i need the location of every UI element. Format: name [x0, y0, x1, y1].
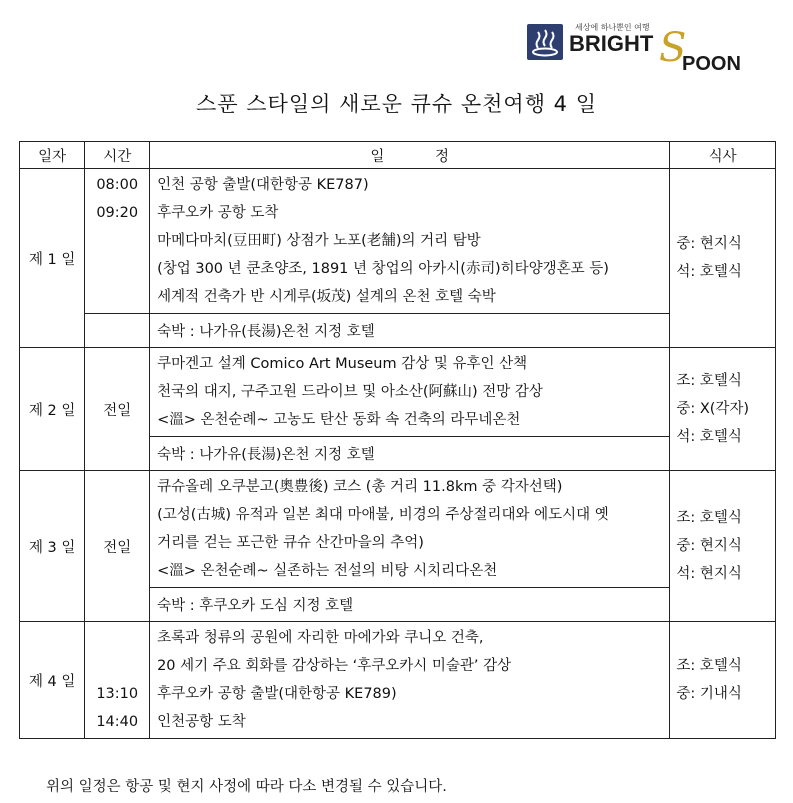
schedule-line: (고성(古城) 유적과 일본 최대 마애불, 비경의 주상절리대와 에도시대 옛: [157, 507, 609, 523]
time-value: 08:00: [96, 177, 139, 193]
meal-line: 석: 호텔식: [676, 429, 742, 445]
brand-logo: [527, 20, 741, 78]
table-row: [20, 314, 776, 348]
schedule-cell: [150, 348, 670, 437]
time-value: 09:20: [96, 205, 139, 221]
schedule-line: 쿠마겐고 설계 Comico Art Museum 감상 및 유후인 산책: [157, 356, 528, 372]
schedule-line: 인천 공항 출발(대한항공 KE787): [157, 177, 369, 193]
schedule-line: 마메다마치(豆田町) 상점가 노포(老舗)의 거리 탐방: [157, 233, 481, 249]
meal-cell: [670, 348, 776, 471]
time-cell-empty: [85, 314, 150, 348]
meal-line: 중: 현지식: [676, 538, 742, 554]
schedule-line: 천국의 대지, 구주고원 드라이브 및 아소산(阿蘇山) 전망 감상: [157, 384, 543, 400]
table-row: [20, 348, 776, 437]
schedule-line: 초록과 청류의 공원에 자리한 마에가와 쿠니오 건축,: [157, 630, 484, 646]
meal-cell: [670, 471, 776, 622]
schedule-line: 후쿠오카 공항 도착: [157, 205, 279, 221]
schedule-line: <溫> 온천순례~ 실존하는 전설의 비탕 시치리다온천: [157, 563, 498, 579]
hot-spring-icon: [527, 24, 563, 60]
meal-cell: [670, 169, 776, 348]
itinerary-table: [19, 141, 776, 739]
day-label: 제 2 일: [20, 348, 85, 471]
stay-line: 숙박 : 나가유(長湯)온천 지정 호텔: [150, 314, 670, 348]
meal-line: 조: 호텔식: [676, 373, 742, 389]
schedule-line: 인천공항 도착: [157, 714, 246, 730]
stay-line: 숙박 : 나가유(長湯)온천 지정 호텔: [150, 437, 670, 471]
table-header-row: [20, 142, 776, 169]
schedule-line: 세계적 건축가 반 시게루(坂茂) 설계의 온천 호텔 숙박: [157, 289, 496, 305]
schedule-line: <溫> 온천순례~ 고농도 탄산 동화 속 건축의 라무네온천: [157, 412, 521, 428]
day-label: 제 4 일: [20, 622, 85, 739]
meal-line: 중: 현지식: [676, 236, 742, 252]
table-row: [20, 622, 776, 739]
day-label: 제 3 일: [20, 471, 85, 622]
logo-s-letter: S: [659, 25, 687, 71]
table-row: [20, 471, 776, 588]
time-label: 전일: [85, 471, 150, 622]
meal-line: 석: 호텔식: [676, 264, 742, 280]
footer-note: 위의 일정은 항공 및 현지 사정에 따라 다소 변경될 수 있습니다.: [46, 779, 447, 795]
stay-line: 숙박 : 후쿠오카 도심 지정 호텔: [150, 588, 670, 622]
time-value: 13:10: [96, 686, 139, 702]
meal-line: 석: 현지식: [676, 566, 742, 582]
schedule-line: 큐슈올레 오쿠분고(奧豊後) 코스 (총 거리 11.8km 중 각자선택): [157, 479, 563, 495]
header-day: 일자: [20, 142, 85, 169]
table-row: [20, 169, 776, 314]
page-title: 스푼 스타일의 새로운 큐슈 온천여행 4 일: [196, 92, 597, 116]
logo-bright-text: BRIGHT: [569, 31, 654, 56]
schedule-line: 20 세기 주요 회화를 감상하는 ‘후쿠오카시 미술관’ 감상: [157, 658, 512, 674]
header-schedule: 일 정: [150, 142, 670, 169]
schedule-line: 거리를 걷는 포근한 큐슈 산간마을의 추억): [157, 535, 424, 551]
header-meal: 식사: [670, 142, 776, 169]
header-time: 시간: [85, 142, 150, 169]
meal-line: 중: X(각자): [676, 401, 750, 417]
schedule-line: (창업 300 년 쿤초양조, 1891 년 창업의 아카시(赤司)히타양갱혼포 등): [157, 261, 609, 277]
logo-poon-text: POON: [682, 53, 741, 75]
time-cell: [85, 622, 150, 739]
logo-tagline: 세상에 하나뿐인 여행: [575, 23, 650, 32]
meal-line: 조: 호텔식: [676, 658, 742, 674]
time-value: 14:40: [96, 714, 139, 730]
time-cell: [85, 169, 150, 314]
meal-line: 조: 호텔식: [676, 510, 742, 526]
time-label: 전일: [85, 348, 150, 471]
schedule-cell: [150, 622, 670, 739]
schedule-cell: [150, 169, 670, 314]
meal-cell: [670, 622, 776, 739]
schedule-line: 후쿠오카 공항 출발(대한항공 KE789): [157, 686, 397, 702]
day-label: 제 1 일: [20, 169, 85, 348]
schedule-cell: [150, 471, 670, 588]
meal-line: 중: 기내식: [676, 686, 742, 702]
